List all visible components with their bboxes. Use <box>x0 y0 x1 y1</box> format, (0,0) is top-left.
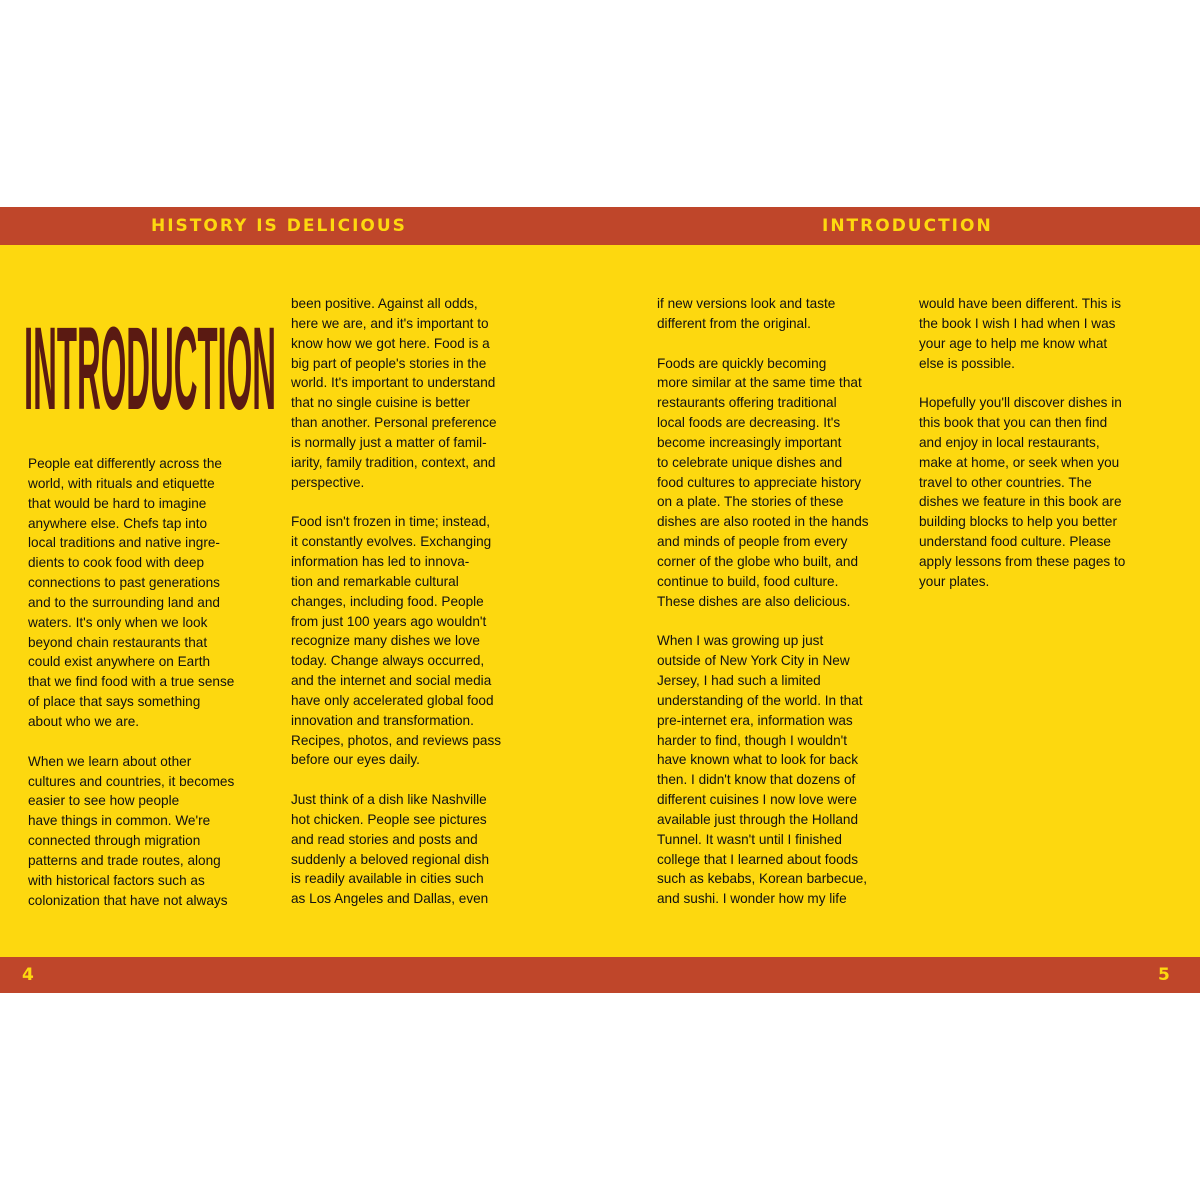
left-page-number: 4 <box>22 965 34 985</box>
chapter-title-graphic <box>24 291 278 421</box>
right-page-number: 5 <box>1158 965 1170 985</box>
paragraph: Foods are quickly becoming more similar at the same time that restaurants offering traditional local foods are decreasing. It's become increasingly important to celebrate unique dishes and food cultures to appreciate history on a plate. The stories of these dishes are also rooted in the hands and minds of people from every corner of the globe who built, and continue to build, food culture. These dishes are also delicious. <box>657 355 869 609</box>
text-column-1 <box>28 454 286 930</box>
paragraph: When I was growing up just outside of New York City in New Jersey, I had such a limited understanding of the world. In that pre-internet era, information was harder to find, though I wouldn't have known what to look for back then. I didn't know that dozens of different cuisines I now love were available just through the Holland Tunnel. It wasn't until I finished college that I learned about foods such as kebabs, Korean barbecue, and sushi. I wonder how my life <box>657 633 868 907</box>
left-running-head: HISTORY IS DELICIOUS <box>151 216 407 236</box>
text-column-4 <box>919 294 1181 612</box>
paragraph: Just think of a dish like Nashville hot chicken. People see pictures and read stories and posts and suddenly a beloved regional dish is readily available in cities such as Los Angeles and Dallas, even <box>291 792 490 907</box>
book-spread <box>0 207 1200 993</box>
paragraph: Hopefully you'll discover dishes in this book that you can then find and enjoy in local restaurants, make at home, or seek when you travel to other countries. The dishes we feature in this book are building blocks to help you better understand food culture. Please apply lessons from these pages to your plates. <box>919 395 1126 589</box>
footer-band <box>0 957 1200 993</box>
paragraph: Food isn't frozen in time; instead, it constantly evolves. Exchanging information has led to innova- tion and remarkable cultural changes, including food. People from just 100 years ago wouldn't recognize many dishes we love today. Change always occurred, and the internet and social media have only accelerated global food innovation and transformation. Recipes, photos, and reviews pass before our eyes daily. <box>291 514 502 768</box>
text-column-2 <box>291 294 549 929</box>
chapter-title <box>24 291 278 421</box>
chapter-title-text: INTRODUCTION <box>24 303 276 421</box>
paragraph: People eat differently across the world, with rituals and etiquette that would be hard to imagine anywhere else. Chefs tap into local traditions and native ingre- dients to cook food with deep connections to past generations and to the surrounding land and waters. It's only when we look beyond chain restaurants that could exist anywhere on Earth that we find food with a true sense of place that says something about who we are. <box>28 456 235 729</box>
paragraph: When we learn about other cultures and countries, it becomes easier to see how people have things in common. We're connected through migration patterns and trade routes, along with historical factors such as colonization that have not always <box>28 753 235 908</box>
right-running-head: INTRODUCTION <box>822 216 993 236</box>
paragraph: would have been different. This is the book I wish I had when I was your age to help me know what else is possible. <box>919 296 1122 371</box>
text-column-3 <box>657 294 915 929</box>
paragraph: been positive. Against all odds, here we are, and it's important to know how we got here. Food is a big part of people's stories in the world. It's important to understand that no single cuisine is better than another. Personal preference is normally just a matter of famil- iarity, family tradition, context, and perspective. <box>291 296 497 490</box>
paragraph: if new versions look and taste different from the original. <box>657 296 836 331</box>
header-band <box>0 207 1200 245</box>
